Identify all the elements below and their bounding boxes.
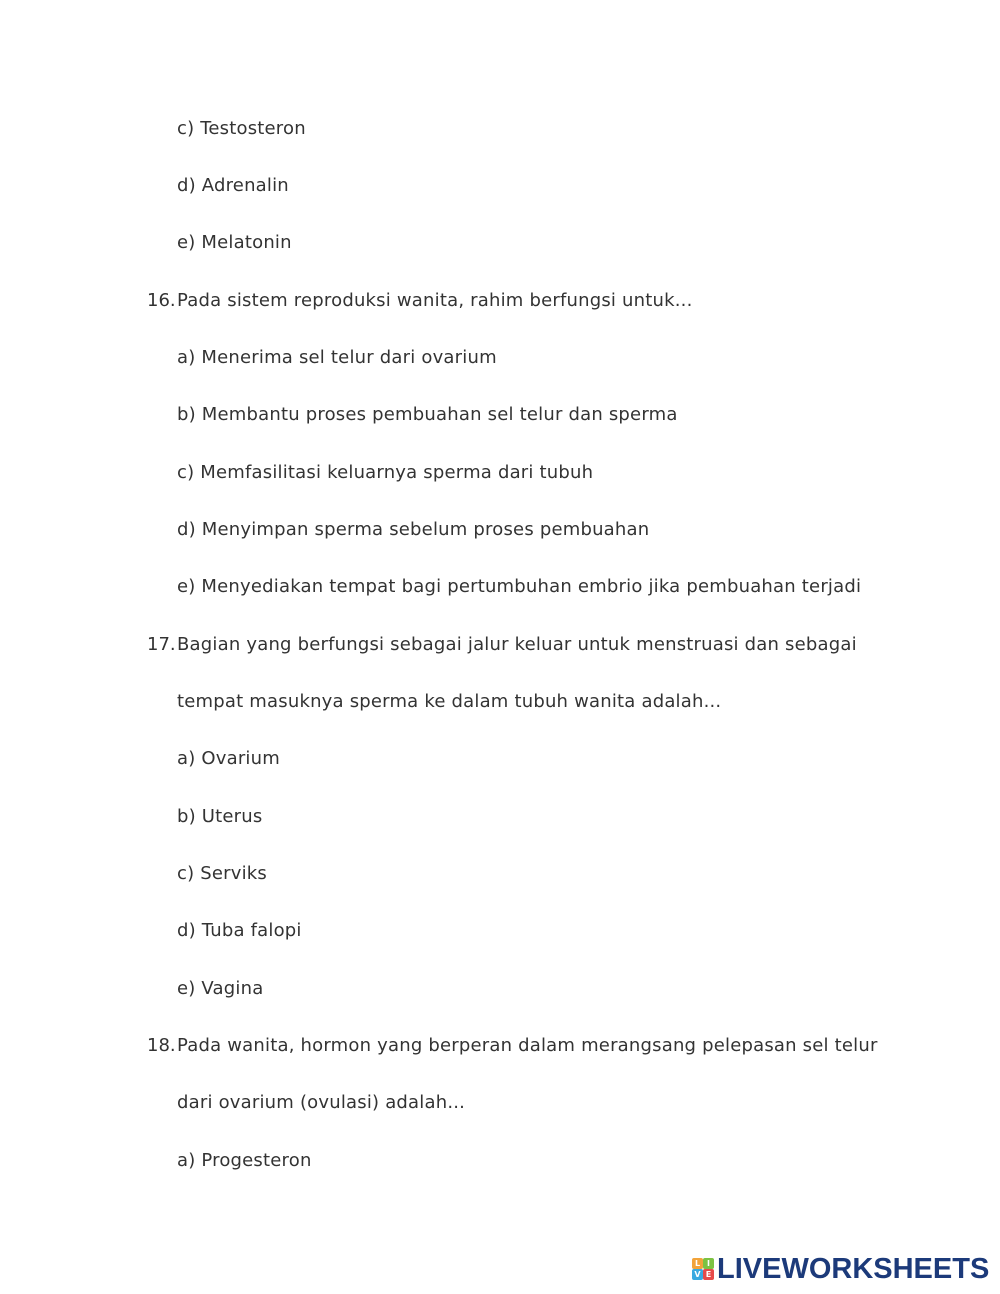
- q15-option-d: d) Adrenalin: [177, 175, 289, 196]
- q17-option-a: a) Ovarium: [177, 748, 280, 769]
- q16-option-b: b) Membantu proses pembuahan sel telur dan sperma: [177, 404, 678, 425]
- logo-cell-e: E: [703, 1269, 714, 1280]
- q18-number: 18.: [147, 1035, 176, 1056]
- q17-number: 17.: [147, 634, 176, 655]
- q18-question-line1: Pada wanita, hormon yang berperan dalam merangsang pelepasan sel telur: [177, 1035, 878, 1056]
- q16-option-c: c) Memfasilitasi keluarnya sperma dari tubuh: [177, 462, 594, 483]
- liveworksheets-icon: [692, 1258, 714, 1280]
- q17-option-d: d) Tuba falopi: [177, 920, 302, 941]
- q15-option-e: e) Melatonin: [177, 232, 292, 253]
- q16-option-e: e) Menyediakan tempat bagi pertumbuhan embrio jika pembuahan terjadi: [177, 576, 862, 597]
- liveworksheets-logo: [692, 1255, 989, 1283]
- q17-question-line2: tempat masuknya sperma ke dalam tubuh wanita adalah...: [177, 691, 722, 712]
- logo-cell-i: I: [703, 1258, 714, 1269]
- logo-cell-v: V: [692, 1269, 703, 1280]
- q17-option-e: e) Vagina: [177, 978, 264, 999]
- liveworksheets-wordmark: LIVEWORKSHEETS: [717, 1253, 990, 1285]
- q17-question-line1: Bagian yang berfungsi sebagai jalur keluar untuk menstruasi dan sebagai: [177, 634, 857, 655]
- q15-option-c: c) Testosteron: [177, 118, 306, 139]
- q18-question-line2: dari ovarium (ovulasi) adalah...: [177, 1092, 466, 1113]
- q18-option-a: a) Progesteron: [177, 1150, 312, 1171]
- logo-cell-l: L: [692, 1258, 703, 1269]
- q17-option-c: c) Serviks: [177, 863, 267, 884]
- q16-option-a: a) Menerima sel telur dari ovarium: [177, 347, 497, 368]
- q16-number: 16.: [147, 290, 176, 311]
- q17-option-b: b) Uterus: [177, 806, 263, 827]
- q16-option-d: d) Menyimpan sperma sebelum proses pembuahan: [177, 519, 650, 540]
- q16-question: Pada sistem reproduksi wanita, rahim berfungsi untuk...: [177, 290, 693, 311]
